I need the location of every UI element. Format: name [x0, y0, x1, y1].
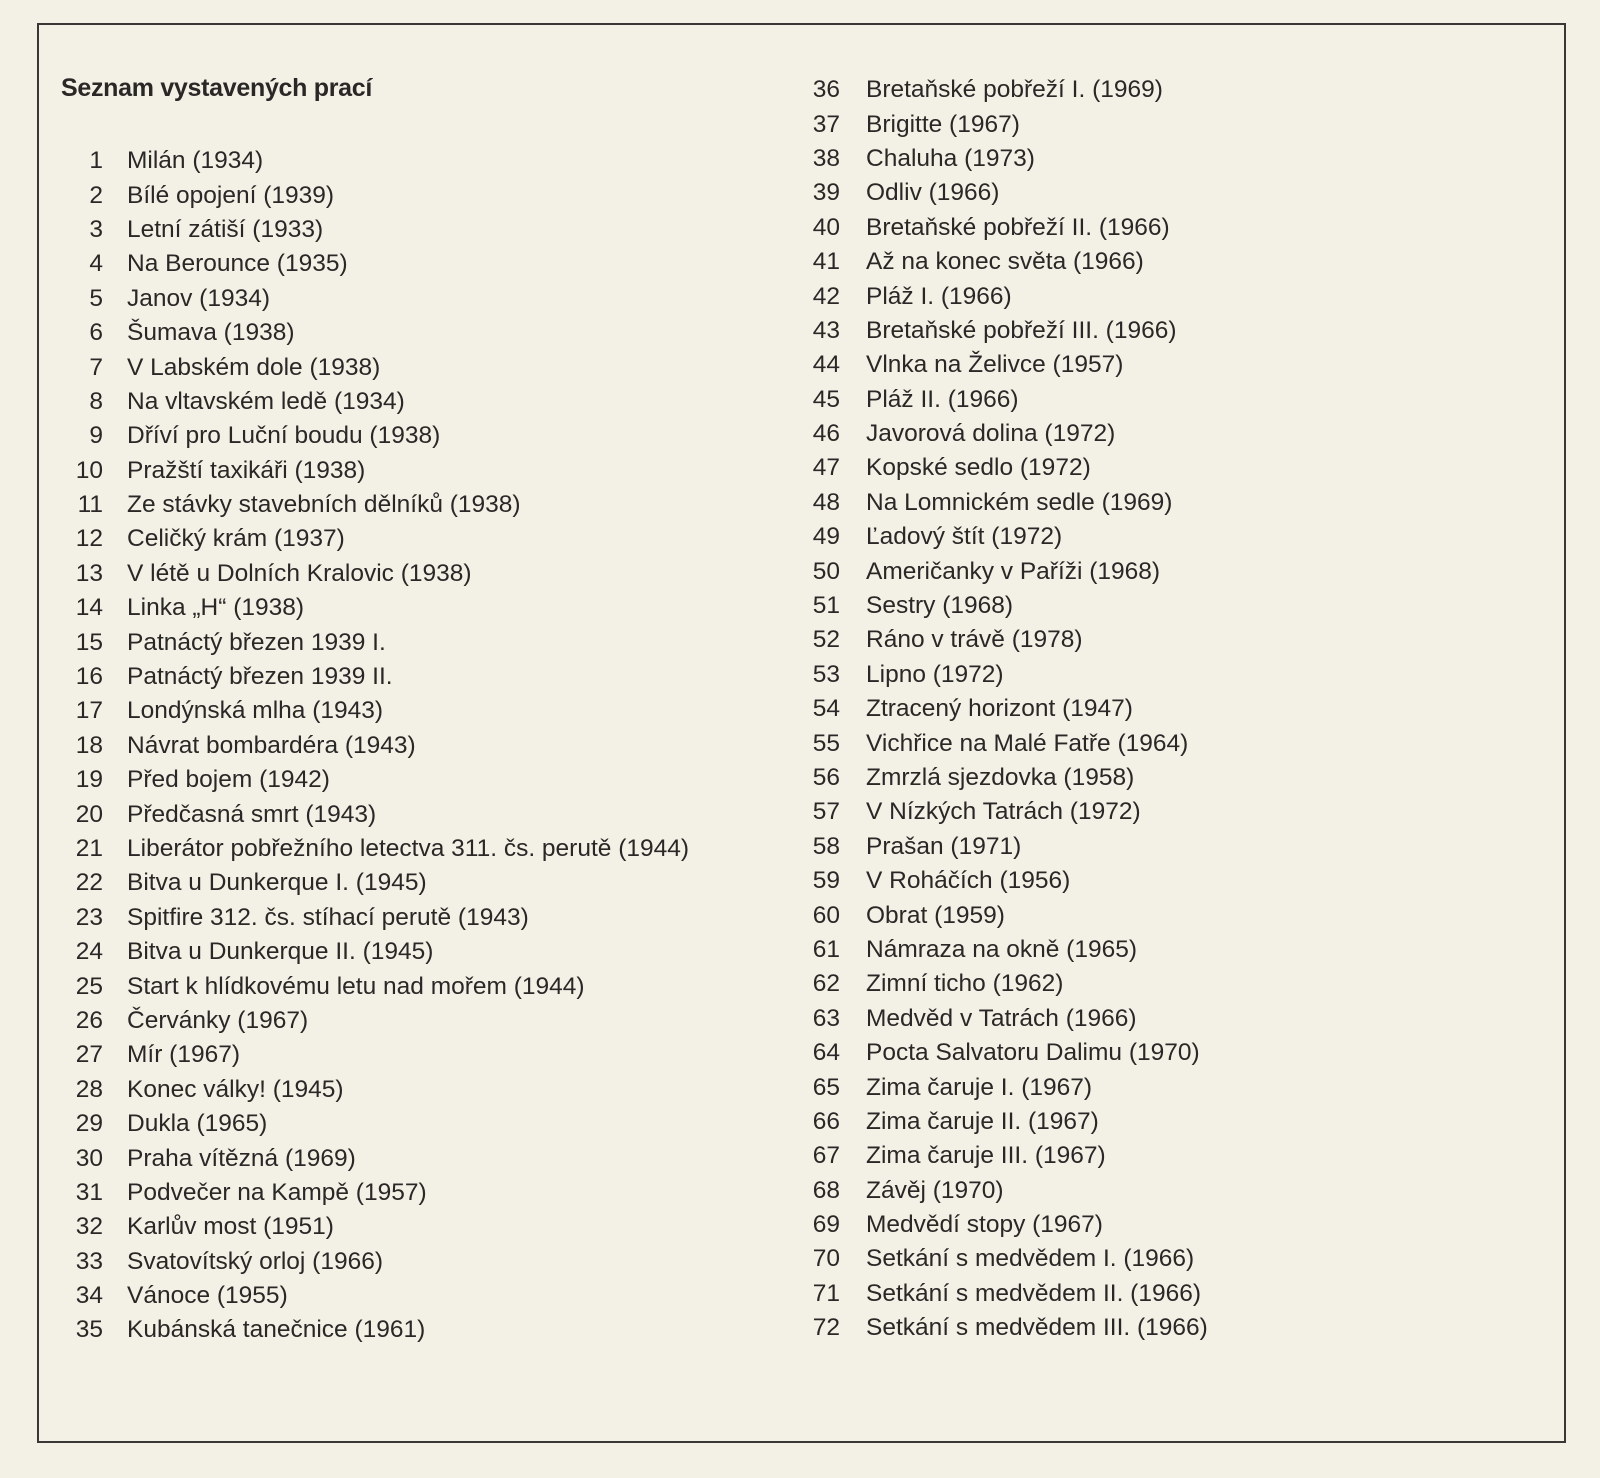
item-title: Medvěd v Tatrách (1966) [866, 1004, 1137, 1032]
item-number: 4 [89, 250, 103, 278]
list-item [780, 211, 1208, 245]
item-number: 31 [75, 1178, 103, 1206]
item-title: Červánky (1967) [127, 1006, 309, 1034]
item-number: 2 [89, 181, 103, 209]
item-title: Chaluha (1973) [866, 144, 1035, 172]
list-item [780, 692, 1208, 726]
item-number: 34 [75, 1282, 103, 1310]
item-number: 55 [812, 729, 840, 757]
item-title: V Labském dole (1938) [127, 353, 381, 381]
item-title: Brigitte (1967) [866, 110, 1020, 138]
item-title: Bretaňské pobřeží II. (1966) [866, 213, 1170, 241]
list-item [780, 451, 1208, 485]
item-title: Prašan (1971) [866, 832, 1022, 860]
item-number: 66 [812, 1107, 840, 1135]
item-title: Odliv (1966) [866, 179, 1000, 207]
item-number: 69 [812, 1211, 840, 1239]
list-item [40, 591, 689, 625]
list-item [40, 935, 689, 969]
item-title: Dříví pro Luční boudu (1938) [127, 422, 441, 450]
item-number: 13 [75, 559, 103, 587]
item-title: Konec války! (1945) [127, 1075, 344, 1103]
list-item [40, 144, 689, 178]
item-number: 57 [812, 798, 840, 826]
item-number: 9 [89, 422, 103, 450]
item-number: 23 [75, 903, 103, 931]
list-item [40, 1038, 689, 1072]
item-number: 50 [812, 557, 840, 585]
list-item [780, 1277, 1208, 1311]
list-item [780, 830, 1208, 864]
item-title: Pocta Salvatoru Dalimu (1970) [866, 1039, 1200, 1067]
list-item [780, 589, 1208, 623]
list-item [780, 383, 1208, 417]
item-number: 26 [75, 1006, 103, 1034]
list-item [780, 761, 1208, 795]
list-item [40, 625, 689, 659]
list-item [780, 1139, 1208, 1173]
list-item [780, 1208, 1208, 1242]
list-item [40, 832, 689, 866]
item-number: 25 [75, 972, 103, 1000]
list-item [780, 73, 1208, 107]
item-number: 28 [75, 1075, 103, 1103]
item-number: 65 [812, 1073, 840, 1101]
item-number: 52 [812, 626, 840, 654]
item-number: 70 [812, 1245, 840, 1273]
item-title: Ze stávky stavebních dělníků (1938) [127, 491, 521, 519]
item-title: Lipno (1972) [866, 660, 1004, 688]
item-title: Vichřice na Malé Fatře (1964) [866, 729, 1189, 757]
list-item [780, 1002, 1208, 1036]
item-number: 59 [812, 867, 840, 895]
item-title: Pláž I. (1966) [866, 282, 1012, 310]
list-item [40, 488, 689, 522]
item-title: Letní zátiší (1933) [127, 215, 324, 243]
list-item [40, 1279, 689, 1313]
list-item [40, 454, 689, 488]
item-title: Patnáctý březen 1939 I. [127, 628, 386, 656]
list-item [40, 522, 689, 556]
list-item [40, 901, 689, 935]
item-number: 41 [812, 248, 840, 276]
item-title: Ztracený horizont (1947) [866, 695, 1133, 723]
item-number: 29 [75, 1110, 103, 1138]
item-number: 48 [812, 488, 840, 516]
list-item [780, 554, 1208, 588]
item-title: Obrat (1959) [866, 901, 1005, 929]
item-number: 43 [812, 316, 840, 344]
item-number: 27 [75, 1041, 103, 1069]
item-title: Šumava (1938) [127, 319, 295, 347]
item-number: 64 [812, 1039, 840, 1067]
list-item [780, 107, 1208, 141]
item-title: Zima čaruje II. (1967) [866, 1107, 1099, 1135]
item-title: Zimní ticho (1962) [866, 970, 1064, 998]
item-title: Vlnka na Želivce (1957) [866, 351, 1124, 379]
item-title: Setkání s medvědem III. (1966) [866, 1314, 1208, 1342]
item-title: Kopské sedlo (1972) [866, 454, 1091, 482]
item-title: Závěj (1970) [866, 1176, 1004, 1204]
item-number: 20 [75, 800, 103, 828]
list-item [780, 795, 1208, 829]
item-title: Milán (1934) [127, 147, 264, 175]
list-item [780, 142, 1208, 176]
list-item [40, 1004, 689, 1038]
list-item [40, 385, 689, 419]
list-item [40, 350, 689, 384]
item-number: 56 [812, 764, 840, 791]
item-number: 42 [812, 282, 840, 310]
item-title: V létě u Dolních Kralovic (1938) [127, 559, 472, 587]
item-number: 14 [75, 594, 103, 622]
item-number: 58 [812, 832, 840, 860]
item-title: V Nízkých Tatrách (1972) [866, 798, 1141, 826]
item-title: Londýnská mlha (1943) [127, 697, 384, 725]
item-title: Celičký krám (1937) [127, 525, 345, 553]
list-item [780, 658, 1208, 692]
item-number: 49 [812, 523, 840, 551]
list-item [780, 245, 1208, 279]
item-title: Medvědí stopy (1967) [866, 1211, 1103, 1239]
list-item [780, 176, 1208, 210]
item-title: Linka „H“ (1938) [127, 594, 305, 622]
list-item [780, 864, 1208, 898]
item-number: 1 [89, 147, 103, 175]
item-number: 51 [812, 592, 840, 620]
list-item [780, 520, 1208, 554]
item-title: Mír (1967) [127, 1041, 241, 1069]
list-item [780, 726, 1208, 760]
item-number: 68 [812, 1176, 840, 1204]
list-item [780, 417, 1208, 451]
item-title: Návrat bombardéra (1943) [127, 731, 416, 759]
item-number: 44 [812, 351, 840, 379]
item-number: 61 [812, 935, 840, 963]
item-number: 5 [89, 284, 103, 312]
list-item [40, 1073, 689, 1107]
item-number: 32 [75, 1213, 103, 1241]
item-number: 30 [75, 1144, 103, 1172]
item-number: 3 [89, 215, 103, 243]
list-item [40, 178, 689, 212]
item-number: 11 [77, 491, 103, 519]
item-number: 47 [812, 454, 840, 482]
item-number: 40 [812, 213, 840, 241]
item-title: Patnáctý březen 1939 II. [127, 663, 393, 691]
list-item [40, 282, 689, 316]
list-item [40, 1176, 689, 1210]
list-item [780, 1105, 1208, 1139]
list-item [780, 348, 1208, 382]
works-list-left [40, 144, 689, 1348]
item-number: 46 [812, 420, 840, 448]
list-item [780, 279, 1208, 313]
item-title: Dukla (1965) [127, 1110, 268, 1138]
list-item [780, 1242, 1208, 1276]
item-title: Až na konec světa (1966) [866, 248, 1144, 276]
item-number: 22 [75, 869, 103, 897]
list-item [780, 933, 1208, 967]
list-item [40, 1141, 689, 1175]
item-number: 36 [812, 76, 840, 104]
item-number: 60 [812, 901, 840, 929]
item-number: 21 [75, 835, 103, 862]
list-item [40, 797, 689, 831]
item-title: Svatovítský orloj (1966) [127, 1247, 383, 1275]
item-number: 38 [812, 144, 840, 172]
list-item [780, 486, 1208, 520]
item-title: Na Berounce (1935) [127, 250, 348, 278]
list-item [40, 213, 689, 247]
item-title: Kubánská tanečnice (1961) [127, 1316, 426, 1344]
list-item [780, 314, 1208, 348]
item-number: 63 [812, 1004, 840, 1032]
item-number: 54 [812, 695, 840, 723]
list-item [40, 969, 689, 1003]
list-item [40, 763, 689, 797]
item-title: Sestry (1968) [866, 592, 1014, 620]
item-title: Podvečer na Kampě (1957) [127, 1178, 427, 1206]
item-title: Zima čaruje I. (1967) [866, 1073, 1093, 1101]
item-title: Na vltavském ledě (1934) [127, 387, 405, 415]
item-number: 10 [75, 456, 103, 484]
list-item [40, 729, 689, 763]
item-title: Janov (1934) [127, 284, 271, 312]
item-title: Praha vítězná (1969) [127, 1144, 356, 1172]
item-number: 39 [812, 179, 840, 207]
page-title: Seznam vystavených prací [61, 74, 373, 102]
item-title: Američanky v Paříži (1968) [866, 557, 1161, 585]
item-title: Námraza na okně (1965) [866, 935, 1138, 963]
item-number: 33 [75, 1247, 103, 1275]
list-item [40, 557, 689, 591]
item-title: Spitfire 312. čs. stíhací perutě (1943) [127, 903, 529, 931]
item-number: 53 [812, 660, 840, 688]
item-number: 62 [812, 970, 840, 998]
list-item [40, 316, 689, 350]
list-item [40, 694, 689, 728]
item-title: Vánoce (1955) [127, 1282, 288, 1310]
item-number: 18 [75, 731, 103, 759]
item-number: 7 [89, 353, 103, 381]
item-number: 45 [812, 385, 840, 413]
item-title: Liberátor pobřežního letectva 311. čs. perutě (1944) [127, 835, 690, 862]
item-title: Zima čaruje III. (1967) [866, 1142, 1106, 1170]
item-number: 19 [75, 766, 103, 794]
item-number: 15 [75, 628, 103, 656]
item-title: Setkání s medvědem I. (1966) [866, 1245, 1195, 1273]
item-title: V Roháčích (1956) [866, 867, 1071, 895]
item-title: Bretaňské pobřeží III. (1966) [866, 316, 1177, 344]
item-title: Bitva u Dunkerque II. (1945) [127, 938, 434, 966]
item-number: 16 [75, 663, 103, 691]
list-item [780, 1174, 1208, 1208]
list-item [40, 1245, 689, 1279]
item-title: Ľadový štít (1972) [866, 523, 1063, 551]
item-title: Předčasná smrt (1943) [127, 800, 377, 828]
item-title: Před bojem (1942) [127, 766, 330, 794]
list-item [40, 660, 689, 694]
item-number: 8 [89, 387, 103, 415]
item-title: Na Lomnickém sedle (1969) [866, 488, 1173, 516]
item-title: Setkání s medvědem II. (1966) [866, 1279, 1201, 1307]
item-number: 24 [75, 938, 103, 966]
item-title: Pláž II. (1966) [866, 385, 1019, 413]
item-number: 67 [812, 1142, 840, 1170]
item-number: 37 [812, 110, 840, 138]
list-item [780, 1311, 1208, 1345]
item-title: Start k hlídkovému letu nad mořem (1944) [127, 972, 585, 1000]
item-number: 72 [812, 1314, 840, 1342]
list-item [780, 1070, 1208, 1104]
list-item [780, 967, 1208, 1001]
list-item [780, 898, 1208, 932]
item-title: Bílé opojení (1939) [127, 181, 335, 209]
list-item [40, 247, 689, 281]
item-number: 71 [812, 1279, 840, 1307]
list-item [40, 1313, 689, 1347]
item-number: 17 [75, 697, 103, 725]
item-number: 12 [75, 525, 103, 553]
list-item [780, 1036, 1208, 1070]
item-title: Bretaňské pobřeží I. (1969) [866, 76, 1163, 104]
list-item [40, 1210, 689, 1244]
list-item [780, 623, 1208, 657]
item-title: Ráno v trávě (1978) [866, 626, 1083, 654]
item-title: Javorová dolina (1972) [866, 420, 1116, 448]
item-title: Pražští taxikáři (1938) [127, 456, 366, 484]
list-item [40, 419, 689, 453]
item-number: 35 [75, 1316, 103, 1344]
list-item [40, 1107, 689, 1141]
item-title: Bitva u Dunkerque I. (1945) [127, 869, 427, 897]
item-title: Karlův most (1951) [127, 1213, 334, 1241]
works-list-right [780, 73, 1208, 1345]
item-title: Zmrzlá sjezdovka (1958) [866, 764, 1135, 791]
list-item [40, 866, 689, 900]
item-number: 6 [89, 319, 103, 347]
